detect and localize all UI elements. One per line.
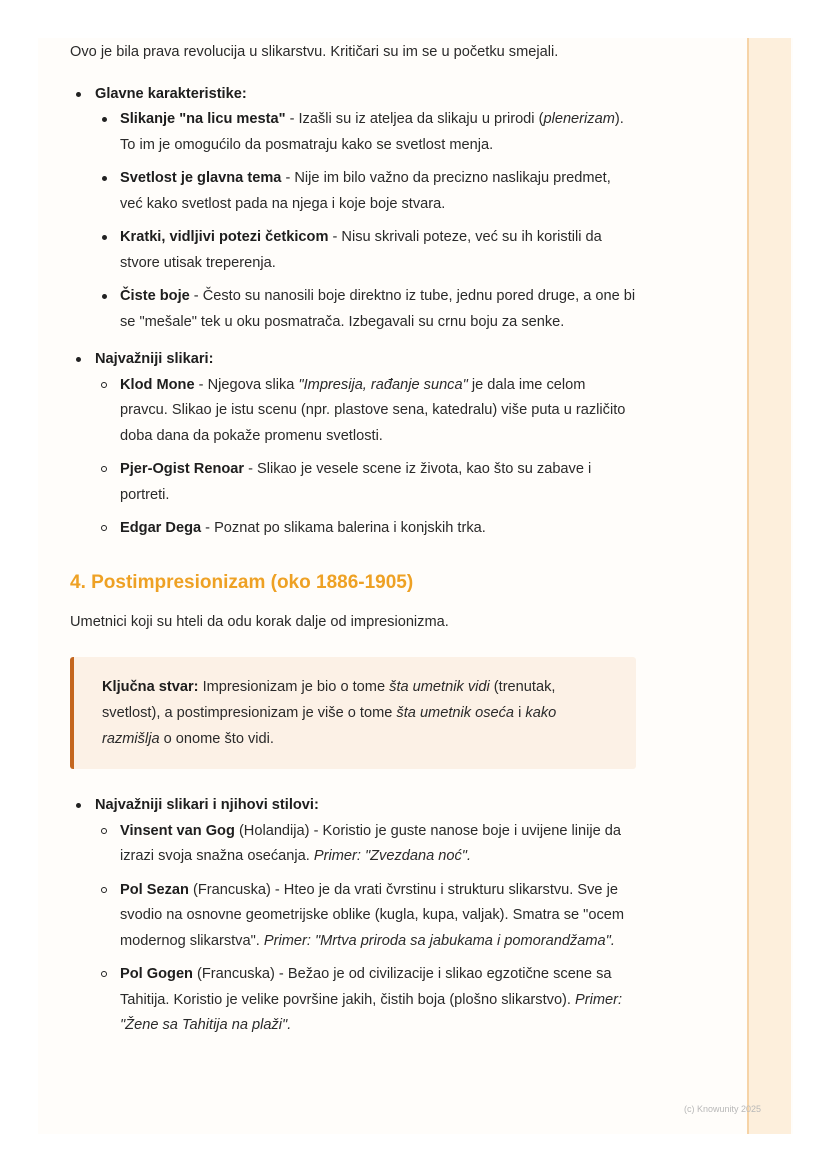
item-text: - Poznat po slikama balerina i konjskih trka.	[201, 520, 486, 536]
item-text: - Njegova slika	[194, 376, 299, 393]
document-content	[70, 40, 636, 1051]
item-italic: Primer: "Mrtva priroda sa jabukama i pomorandžama".	[263, 932, 615, 949]
list-item	[95, 225, 636, 276]
item-term: Klod Mone	[120, 376, 195, 393]
item-italic: plenerizam	[543, 111, 615, 127]
post-painters-item	[70, 793, 636, 1039]
item-term: Vinsent van Gog	[120, 822, 235, 839]
key-point-callout	[70, 657, 636, 769]
list-item	[95, 819, 636, 870]
section-intro: Umetnici koji su hteli da odu korak dalje od impresionizma.	[70, 613, 449, 630]
item-term: Slikanje "na licu mesta"	[120, 111, 286, 127]
list-item	[95, 962, 636, 1039]
callout-italic: šta umetnik vidi	[389, 679, 490, 695]
side-rail	[748, 38, 791, 1134]
painters-heading: Najvažniji slikari:	[95, 351, 214, 367]
impressionism-list	[70, 82, 636, 542]
list-item	[95, 107, 636, 158]
item-term: Edgar Dega	[120, 520, 202, 536]
post-painters-sublist	[95, 819, 636, 1039]
characteristics-sublist	[95, 107, 636, 335]
postimpressionism-list	[70, 793, 636, 1039]
characteristics-item	[70, 82, 636, 336]
callout-text: o onome što vidi.	[159, 731, 274, 747]
list-item	[95, 284, 636, 335]
item-text: je dala ime celom pravcu. Slikao je istu scenu (npr. plastove sena, katedralu) više puta u različito doba dana da pokaže promenu svetlosti.	[120, 376, 626, 444]
item-text: ). To im je omogućilo da posmatraju kako se svetlost menja.	[120, 111, 624, 153]
list-item	[95, 878, 636, 955]
item-text: - Slikao je vesele scene iz života, kao što su zabave i portreti.	[120, 461, 592, 503]
item-term: Svetlost je glavna tema	[120, 170, 282, 186]
item-term: Pjer-Ogist Renoar	[120, 461, 245, 477]
callout-italic: kako razmišlja	[102, 705, 557, 747]
copyright-footer: (c) Knowunity 2025	[684, 1104, 762, 1114]
section-heading: 4. Postimpresionizam (oko 1886-1905)	[70, 571, 414, 593]
item-text: (Holandija) - Koristio je guste nanose boje i uvijene linije da izrazi svoja snažna osećanja.	[120, 822, 622, 864]
item-term: Pol Sezan	[120, 881, 189, 898]
list-item	[95, 373, 636, 450]
list-item	[95, 457, 636, 508]
item-italic: "Impresija, rađanje sunca"	[298, 376, 468, 393]
characteristics-heading: Glavne karakteristike:	[95, 85, 247, 102]
item-text: - Nije im bilo važno da precizno naslikaju predmet, već kako svetlost pada na njega i koje boje stvara.	[120, 170, 611, 212]
callout-text: Impresionizam je bio o tome	[198, 679, 390, 695]
post-painters-heading: Najvažniji slikari i njihovi stilovi:	[95, 797, 319, 813]
callout-text: (trenutak, svetlost), a postimpresionizam je više o tome	[102, 679, 556, 721]
item-text: (Francuska) - Hteo je da vrati čvrstinu i strukturu slikarstvu. Sve je svodio na osnovne geometrijske oblike (kugla, kupa, valjak). Smatra se "ocem modernog slikarstva".	[120, 881, 625, 949]
callout-italic: šta umetnik oseća	[396, 705, 515, 721]
item-term: Pol Gogen	[120, 966, 193, 982]
item-text: - Nisu skrivali poteze, već su ih koristili da stvore utisak treperenja.	[120, 229, 602, 271]
callout-text: i	[514, 705, 526, 721]
item-text: - Često su nanosili boje direktno iz tube, jednu pored druge, a one bi se "mešale" tek u oku posmatrača. Izbegavali su crnu boju za senke.	[120, 288, 636, 330]
item-term: Čiste boje	[120, 288, 190, 304]
callout-label: Ključna stvar:	[102, 679, 199, 695]
item-text: - Izašli su iz ateljea da slikaju u prirodi (	[285, 111, 544, 127]
side-rail-border	[747, 38, 749, 1134]
list-item	[95, 516, 636, 542]
painters-item	[70, 347, 636, 542]
intro-paragraph: Ovo je bila prava revolucija u slikarstvu. Kritičari su im se u početku smejali.	[70, 44, 559, 60]
list-item	[95, 166, 636, 217]
painters-sublist	[95, 373, 636, 542]
item-text: (Francuska) - Bežao je od civilizacije i slikao egzotične scene sa Tahitija. Koristio je velike površine jakih, čistih boja (plošno slikarstvo).	[120, 966, 612, 1008]
item-term: Kratki, vidljivi potezi četkicom	[120, 229, 329, 245]
item-italic: Primer: "Zvezdana noć".	[313, 848, 472, 864]
item-italic: Primer: "Žene sa Tahitija na plaži".	[120, 991, 623, 1033]
